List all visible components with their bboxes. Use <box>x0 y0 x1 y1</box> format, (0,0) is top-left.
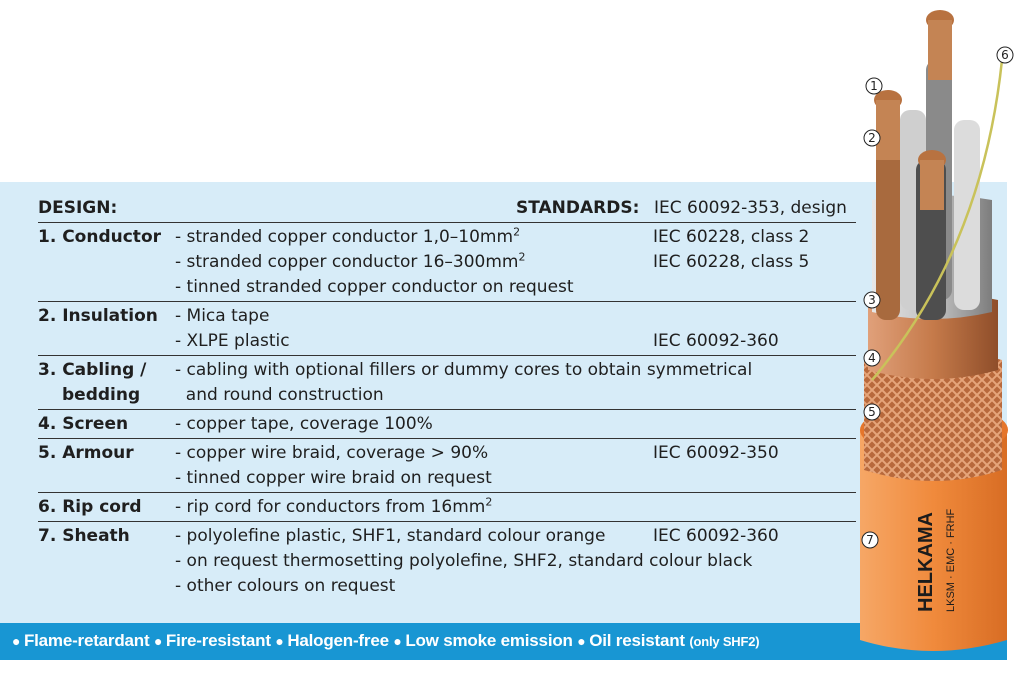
spec-line <box>175 412 856 437</box>
spec-line-text: - rip cord for conductors from 16mm <box>175 497 486 517</box>
cable-brand: HELKAMA <box>915 512 937 612</box>
design-table <box>38 194 856 600</box>
spec-row <box>38 493 856 522</box>
spec-row-name-line: 6. Rip cord <box>38 497 142 517</box>
spec-row-name-line: 7. Sheath <box>38 526 130 546</box>
spec-line-standard: IEC 60092-350 <box>653 443 779 463</box>
spec-row-lines <box>175 524 856 599</box>
features-text <box>12 631 759 651</box>
spec-line <box>175 524 856 549</box>
spec-row-name-line: 1. Conductor <box>38 227 162 247</box>
spec-row-name-line: 3. Cabling / <box>38 360 147 380</box>
svg-text:3: 3 <box>868 293 876 307</box>
spec-line <box>175 225 856 250</box>
feature-item: Fire-resistant <box>165 631 276 650</box>
spec-row-name <box>38 524 174 549</box>
feature-item: Halogen-free <box>287 631 394 650</box>
spec-line-standard: IEC 60092-360 <box>653 526 779 546</box>
spec-line <box>175 441 856 466</box>
spec-line-text: - tinned stranded copper conductor on request <box>175 277 574 297</box>
spec-row-lines <box>175 495 856 520</box>
spec-row-name <box>38 225 174 250</box>
design-heading: DESIGN: <box>38 198 118 218</box>
spec-line-text: - polyolefine plastic, SHF1, standard colour orange <box>175 526 606 546</box>
spec-row-lines <box>175 412 856 437</box>
spec-line-superscript: 2 <box>513 225 521 239</box>
spec-line-text: - copper tape, coverage 100% <box>175 414 433 434</box>
callout-4 <box>864 350 880 366</box>
spec-line-text: - tinned copper wire braid on request <box>175 468 492 488</box>
spec-row-name-line: 5. Armour <box>38 443 134 463</box>
bullet-dot: ● <box>275 633 288 649</box>
table-header <box>38 194 856 223</box>
callout-1 <box>866 78 882 94</box>
spec-row <box>38 522 856 600</box>
spec-line-text: - on request thermosetting polyolefine, SHF2, standard colour black <box>175 551 753 571</box>
spec-line <box>175 574 856 599</box>
spec-line-superscript: 2 <box>485 495 493 509</box>
callout-2 <box>864 130 880 146</box>
spec-row-name <box>38 358 174 408</box>
spec-row-lines <box>175 225 856 300</box>
spec-line <box>175 358 856 383</box>
spec-line-text: - copper wire braid, coverage > 90% <box>175 443 489 463</box>
spec-line-standard: IEC 60228, class 5 <box>653 252 810 272</box>
spec-line-standard: IEC 60228, class 2 <box>653 227 810 247</box>
spec-row-name <box>38 441 174 466</box>
spec-row-name <box>38 495 174 520</box>
spec-line <box>175 549 856 574</box>
callout-3 <box>864 292 880 308</box>
spec-row <box>38 356 856 410</box>
spec-line-superscript: 2 <box>518 250 526 264</box>
callout-7 <box>862 532 878 548</box>
cable-illustration <box>842 0 1024 679</box>
spec-row-lines <box>175 358 856 408</box>
feature-item: Flame-retardant <box>23 631 154 650</box>
standards-value: IEC 60092-353, design <box>654 198 847 218</box>
spec-line <box>175 275 856 300</box>
spec-row-lines <box>175 441 856 491</box>
spec-line <box>175 304 856 329</box>
spec-row <box>38 439 856 493</box>
callout-6 <box>997 47 1013 63</box>
spec-row <box>38 410 856 439</box>
cable-marking: LKSM · EMC · FRHF <box>945 508 957 612</box>
svg-text:6: 6 <box>1001 48 1009 62</box>
spec-line <box>175 495 856 520</box>
spec-row-lines <box>175 304 856 354</box>
spec-line-text: - other colours on request <box>175 576 396 596</box>
bullet-dot: ● <box>577 633 590 649</box>
spec-line-text: - cabling with optional fillers or dummy cores to obtain symmetrical <box>175 360 753 380</box>
spec-rows <box>38 223 856 600</box>
spec-row-name <box>38 412 174 437</box>
bullet-dot: ● <box>153 633 166 649</box>
spec-line-text: - stranded copper conductor 1,0–10mm <box>175 227 514 247</box>
bullet-dot: ● <box>12 633 24 649</box>
spec-row-name-line: 2. Insulation <box>38 306 158 326</box>
spec-row-name-line: bedding <box>62 385 141 405</box>
feature-item: Oil resistant <box>589 631 690 650</box>
spec-row-name <box>38 304 174 329</box>
svg-text:1: 1 <box>870 79 878 93</box>
spec-row-name-line: 4. Screen <box>38 414 129 434</box>
svg-text:4: 4 <box>868 351 876 365</box>
spec-line <box>175 383 856 408</box>
spec-line <box>175 329 856 354</box>
svg-text:5: 5 <box>868 405 876 419</box>
bullet-dot: ● <box>393 633 406 649</box>
spec-row <box>38 223 856 302</box>
spec-line-text: - stranded copper conductor 16–300mm <box>175 252 519 272</box>
spec-line-text: and round construction <box>175 385 384 405</box>
svg-text:7: 7 <box>866 533 874 547</box>
svg-text:2: 2 <box>868 131 876 145</box>
feature-note: (only SHF2) <box>689 634 760 649</box>
feature-item: Low smoke emission <box>405 631 578 650</box>
spec-row <box>38 302 856 356</box>
callout-5 <box>864 404 880 420</box>
spec-line-text: - Mica tape <box>175 306 270 326</box>
standards-heading: STANDARDS: <box>516 198 640 218</box>
spec-line <box>175 466 856 491</box>
spec-line-text: - XLPE plastic <box>175 331 290 351</box>
spec-line <box>175 250 856 275</box>
spec-line-standard: IEC 60092-360 <box>653 331 779 351</box>
